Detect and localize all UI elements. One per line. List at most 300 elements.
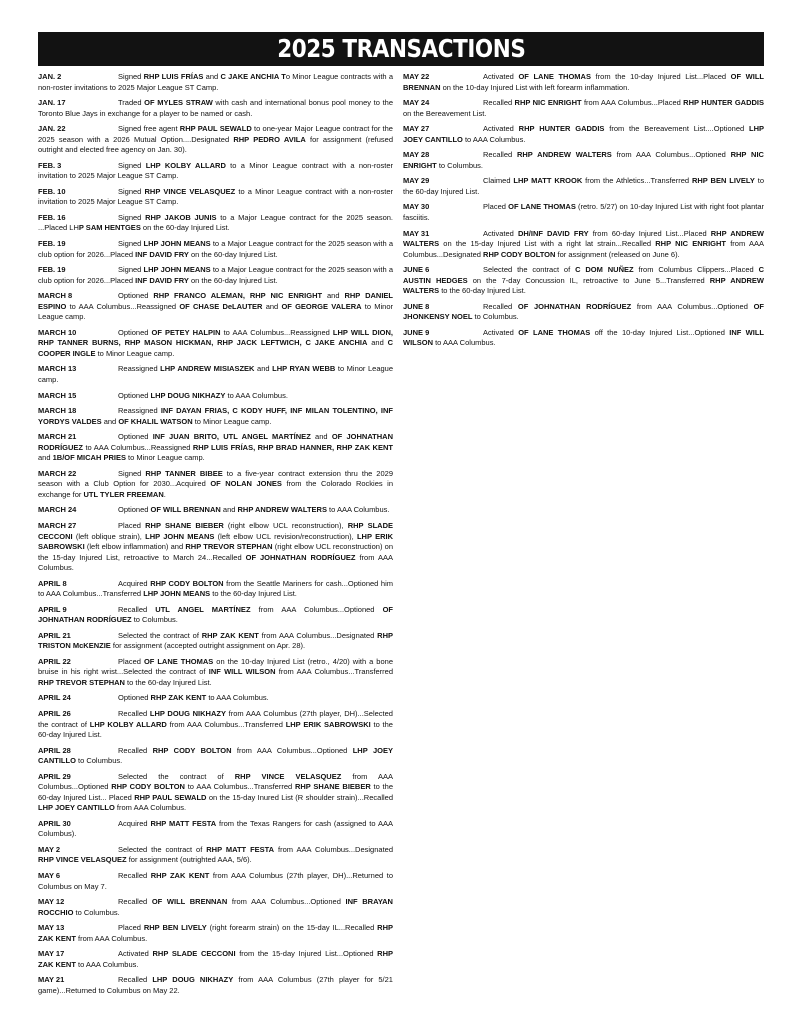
transaction-text-segment: to Columbus. (73, 907, 120, 917)
player-name: RHP CODY BOLTON (111, 782, 185, 792)
transaction-date: MAY 29 (403, 176, 430, 186)
transaction-text-segment: from the Athletics...Transferred (582, 176, 692, 186)
transaction-text-segment: (left elbow inflammation) and (84, 542, 186, 551)
title-banner (38, 32, 764, 66)
transaction-text-segment: Recalled (118, 975, 153, 985)
player-name: RHP ANDREW WALTERS (237, 505, 327, 515)
player-name: LHP JOEY CANTILLO (38, 745, 393, 766)
transaction-text-segment: with cash and international bonus pool money to the Toronto Blue Jays in exchange for a player to be named or cash. (38, 98, 393, 118)
transaction-text-segment: Recalled (118, 745, 153, 755)
transaction-entry (38, 521, 393, 574)
transaction-text-segment: Recalled (118, 604, 156, 614)
player-name: OF WILL BRENNAN (150, 505, 221, 515)
transaction-text-segment: to AAA Columbus...Reassigned (220, 327, 333, 337)
player-name: RHP PAUL SEWALD (179, 124, 252, 134)
player-name: RHP SHANE BIEBER (294, 782, 371, 792)
player-name: LHP MATT KROOK (513, 176, 583, 186)
player-name: OF PETEY HALPIN (151, 327, 221, 337)
transaction-text-segment: from the Seattle Mariners for cash...Optioned him to AAA Columbus...Transferred (38, 578, 394, 599)
transaction-entry (38, 845, 393, 866)
transaction-text-segment: Placed (118, 923, 144, 933)
transaction-entry (38, 265, 393, 286)
transaction-entry (403, 72, 764, 93)
transaction-text-segment: Reassigned (118, 364, 161, 374)
player-name: RHP ZAK KENT (38, 949, 394, 969)
transaction-entry (38, 579, 393, 600)
player-name: RHP ZAK KENT (150, 693, 207, 703)
transaction-text-segment: Acquired (118, 578, 151, 588)
transaction-text-segment: to a Major League contract for the 2025 season with a club option for 2026...Placed (38, 239, 393, 259)
transaction-text-segment: from the Bereavement List....Optioned (604, 124, 749, 134)
player-name: RHP LUIS FRÍAS (143, 72, 204, 81)
transaction-date: MARCH 27 (38, 521, 77, 530)
player-name: INF WILL WILSON (403, 327, 765, 348)
transaction-text-segment: to Columbus. (472, 312, 519, 322)
transaction-text-segment: for assignment (accepted outright assignment on Apr. 28). (110, 641, 306, 651)
transaction-text-segment: from AAA Columbus (27th player, DH)...Returned to Columbus on May 7. (38, 871, 393, 891)
player-name: RHP CODY BOLTON (152, 745, 232, 755)
player-name: OF JOHNATHAN RODRÍGUEZ (517, 301, 632, 311)
player-name: RHP TREVOR STEPHAN (38, 677, 125, 687)
transaction-text-segment: and (203, 72, 221, 81)
player-name: RHP SLADE CECCONI (152, 949, 236, 959)
player-name: RHP VINCE VELASQUEZ (38, 855, 127, 865)
transaction-text-segment: from 60-day Injured List...Placed (588, 228, 711, 238)
player-name: UTL TYLER FREEMAN (83, 489, 164, 499)
transaction-text-segment: to Minor League camp. (38, 364, 394, 384)
transaction-text-segment: (right elbow UCL reconstruction), (223, 521, 348, 530)
transaction-date: FEB. 10 (38, 186, 66, 196)
transaction-text-segment: on the 15-day Injured List with a right lat strain...Recalled (439, 239, 656, 249)
transaction-text-segment: Traded (118, 98, 145, 108)
player-name: DH/INF DAVID FRY (517, 228, 589, 238)
player-name: C DOM NUÑEZ (575, 265, 634, 275)
transaction-text-segment: to Minor League camp. (95, 348, 175, 358)
transaction-text-segment: on the 60-day Injured List. (188, 249, 278, 259)
player-name: OF CHASE DeLAUTER (179, 301, 263, 311)
transaction-entry (38, 291, 393, 323)
transaction-text-segment: Signed (118, 468, 146, 478)
transaction-text-segment: and (38, 453, 53, 463)
transaction-entry (403, 202, 764, 223)
transaction-entry (38, 406, 393, 427)
player-name: RHP NIC ENRIGHT (514, 98, 582, 108)
transaction-entry (38, 505, 393, 516)
transaction-text-segment: to AAA Columbus. (225, 390, 288, 400)
transaction-date: APRIL 30 (38, 818, 71, 828)
player-name: LHP JOEY CANTILLO (403, 124, 764, 144)
player-name: RHP HUNTER GADDIS (683, 98, 764, 108)
transaction-text-segment: from AAA Columbus. (114, 803, 187, 813)
transaction-text-segment: Optioned (118, 390, 151, 400)
transaction-text-segment: on the 10-day Injured List (retro., 4/20) with a bone bruise in his right wrist...Selected the contract of (38, 656, 393, 677)
transaction-entry (38, 469, 393, 501)
player-name: OF JOHNATHAN RODRÍGUEZ (38, 604, 393, 625)
player-name: OF JOHNATHAN RODRÍGUEZ (245, 552, 356, 562)
transaction-text-segment: from AAA Columbus...Designated (274, 844, 393, 854)
transaction-date: MARCH 22 (38, 468, 77, 478)
transaction-date: MAY 13 (38, 923, 65, 933)
transaction-text-segment: Placed (483, 202, 509, 212)
transaction-text-segment: from the Colorado Rockies in exchange for (38, 479, 393, 499)
player-name: RHP SHANE BIEBER (145, 521, 224, 530)
player-name: RHP NIC ENRIGHT (655, 239, 727, 249)
player-name: RHP PAUL SEWALD (134, 792, 207, 802)
player-name: INF JUAN BRITO, UTL ANGEL MARTÍNEZ (152, 432, 311, 442)
transaction-text-segment: Recalled (118, 871, 151, 881)
transaction-text-segment: and (220, 505, 238, 515)
player-name: RHP TRISTON McKENZIE (38, 630, 393, 651)
transaction-entry (38, 364, 393, 385)
transaction-date: JAN. 17 (38, 98, 66, 108)
transaction-text-segment: Selected the contract of (118, 630, 202, 640)
player-name: RHP BEN LIVELY (143, 923, 207, 933)
transaction-text-segment: Placed (118, 656, 144, 666)
transaction-text-segment: and (367, 338, 388, 348)
transaction-text-segment: to AAA Columbus. (462, 134, 526, 144)
transaction-text-segment: off the 10-day Injured List...Optioned (590, 327, 730, 337)
player-name: RHP ZAK KENT (201, 630, 259, 640)
transaction-text-segment: (retro. 5/27) on 10-day Injured List with right foot plantar fasciitis. (403, 202, 764, 222)
transaction-text-segment: to AAA Columbus. (206, 693, 269, 703)
transaction-text-segment: to Columbus. (436, 160, 484, 170)
transaction-text-segment: from AAA Columbus. (38, 552, 393, 572)
transaction-date: JUNE 9 (403, 327, 430, 337)
transaction-text-segment: from AAA Columbus...Optioned (631, 301, 754, 311)
transaction-text-segment: Activated (483, 228, 518, 238)
transaction-entry (403, 302, 764, 323)
transaction-date: JAN. 22 (38, 124, 66, 134)
transaction-text-segment: from AAA Columbus...Optioned (38, 771, 393, 792)
transaction-entry (38, 328, 393, 360)
player-name: OF LANE THOMAS (518, 327, 591, 337)
transaction-text-segment: to the 60-day Injured List. (210, 589, 297, 599)
transaction-date: MAY 28 (403, 150, 430, 160)
transaction-date: MAY 22 (403, 72, 430, 81)
player-name: RHP ANDREW WALTERS (516, 150, 612, 160)
transaction-text-segment: from AAA Columbus...Transferred (166, 719, 286, 729)
transaction-text-segment: Signed (118, 186, 145, 196)
transaction-text-segment: Activated (483, 72, 519, 81)
player-name: RHP TANNER BIBEE (145, 468, 223, 478)
transaction-text-segment: to a Major League contract for the 2025 season with a club option for 2026...Placed (38, 265, 393, 285)
transaction-entry (38, 975, 393, 996)
transaction-text-segment: to AAA Columbus. (326, 505, 390, 515)
transaction-text-segment: from AAA Columbus...Designated (403, 239, 764, 259)
transaction-text-segment: (right forearm strain) on the 15-day IL...Recalled (206, 923, 378, 933)
player-name: LHP JOHN MEANS (143, 265, 211, 275)
player-name: LHP DOUG NIKHAZY (152, 975, 234, 985)
player-name: RHP CODY BOLTON (150, 578, 224, 588)
transaction-text-segment: Optioned (118, 327, 152, 337)
player-name: OF WILL BRENNAN (151, 897, 228, 907)
transaction-entry (38, 432, 393, 464)
player-name: RHP ANDREW WALTERS (403, 228, 764, 249)
player-name: RHP PEDRO AVILA (233, 134, 306, 144)
player-name: 1B/OF MICAH PRIES (52, 453, 126, 463)
player-name: OF MYLES STRAW (144, 98, 213, 108)
transaction-text-segment: and (322, 291, 345, 301)
transaction-text-segment: on the 15-day Inured List (R shoulder strain)...Recalled (206, 792, 393, 802)
transaction-date: MARCH 24 (38, 505, 77, 515)
player-name: RHP JAKOB JUNIS (145, 212, 217, 222)
player-name: RHP MATT FESTA (206, 844, 275, 854)
transaction-text-segment: Recalled (483, 98, 515, 108)
player-name: INF DAVID FRY (135, 249, 189, 259)
transaction-date: APRIL 8 (38, 578, 67, 588)
transaction-text-segment: to Columbus. (75, 756, 123, 766)
transaction-text-segment: Signed (118, 265, 144, 275)
transaction-date: MARCH 18 (38, 406, 77, 416)
transaction-text-segment: from the 10-day Injured List...Placed (590, 72, 731, 81)
transaction-date: MAY 12 (38, 897, 65, 907)
transaction-text-segment: to a Minor League contract with a non-roster invitation to 2025 Major League ST Camp. (38, 160, 394, 181)
transaction-text-segment: from AAA Columbus...Designated (258, 630, 378, 640)
transaction-text-segment: (left oblique strain), (72, 531, 146, 541)
transaction-text-segment: and (254, 364, 273, 374)
transaction-text-segment: from the 15-day Injured List...Optioned (235, 949, 378, 959)
transaction-date: MARCH 21 (38, 432, 77, 442)
player-name: LHP JOHN MEANS (143, 589, 211, 599)
transaction-text-segment: from AAA Columbus...Transferred (275, 667, 394, 677)
player-name: RHP MATT FESTA (150, 818, 217, 828)
transaction-entry (38, 746, 393, 767)
player-name: RHP SLADE CECCONI (38, 521, 393, 541)
player-name: RHP VINCE VELASQUEZ (144, 186, 236, 196)
transaction-date: APRIL 29 (38, 771, 71, 781)
transaction-entry (38, 239, 393, 260)
player-name: RHP BEN LIVELY (691, 176, 755, 186)
transaction-entry (38, 949, 393, 970)
player-name: RHP NIC ENRIGHT (403, 150, 764, 170)
transaction-text-segment: to Minor League camp. (38, 301, 393, 322)
transaction-text-segment: to Columbus. (131, 615, 178, 625)
player-name: LHP JOHN MEANS (143, 239, 211, 249)
transaction-date: FEB. 16 (38, 212, 66, 222)
transaction-entry (403, 124, 764, 145)
transaction-date: APRIL 21 (38, 630, 71, 640)
transaction-text-segment: to AAA Columbus...Transferred (184, 782, 295, 792)
transaction-entry (38, 391, 393, 402)
transaction-text-segment: on the Bereavement List. (403, 108, 487, 118)
transaction-text-segment: for assignment (refused outright and elected free agency on Jan. 30). (38, 134, 393, 155)
transaction-entry (38, 161, 393, 182)
transaction-text-segment: to a five-year contract extension thru the 2029 season with a Club Option for 2030...Acquired (38, 468, 393, 489)
transaction-text-segment: on the 10-day Injured List with left forearm inflammation. (440, 82, 630, 92)
transaction-text-segment: to the 60-day Injured List. (38, 719, 393, 740)
player-name: OF NOLAN JONES (210, 479, 282, 489)
transaction-text-segment: Signed (118, 72, 144, 81)
transaction-text-segment: Selected the contract of (118, 771, 235, 781)
transaction-text-segment: from AAA Columbus...Optioned (250, 604, 383, 614)
player-name: LHP JOHN MEANS (145, 531, 215, 541)
transaction-date: FEB. 19 (38, 265, 66, 275)
transaction-date: MAY 21 (38, 975, 65, 985)
transaction-text-segment: and (101, 416, 119, 426)
transaction-date: JUNE 6 (403, 265, 430, 275)
transaction-text-segment: to Minor League camp. (192, 416, 272, 426)
transaction-text-segment: Activated (483, 124, 519, 134)
player-name: OF JOHNATHAN RODRÍGUEZ (38, 432, 394, 452)
transaction-date: MAY 27 (403, 124, 430, 134)
player-name: LHP KOLBY ALLARD (145, 160, 226, 170)
player-name: RHP ANDREW WALTERS (403, 275, 764, 296)
transaction-text-segment: Placed (118, 521, 146, 530)
transaction-text-segment: to the 60-day Injured List. (124, 677, 212, 687)
transaction-entry (38, 605, 393, 626)
player-name: P SAM HENTGES (78, 223, 141, 233)
page-title: 2025 TRANSACTIONS (276, 34, 526, 63)
transaction-text-segment: Acquired (118, 818, 151, 828)
transaction-text-segment: Signed (118, 212, 146, 222)
transaction-text-segment: Selected the contract of (118, 844, 207, 854)
transaction-text-segment: for assignment (released on June 6). (555, 249, 680, 259)
transaction-entry (38, 923, 393, 944)
transaction-text-segment: Signed (118, 160, 146, 170)
player-name: OF LANE THOMAS (143, 656, 214, 666)
transaction-date: MARCH 15 (38, 390, 77, 400)
player-name: C AUSTIN HEDGES (403, 265, 764, 285)
transaction-text-segment: (right elbow UCL reconstruction) on the 15-day Injured List, retroactive to March 24...Recalled (38, 542, 393, 562)
transaction-date: MAY 24 (403, 98, 430, 108)
transaction-text-segment: Optioned (118, 693, 151, 703)
transaction-date: MAY 31 (403, 228, 430, 238)
transactions-column-right (403, 72, 764, 354)
transaction-entry (38, 98, 393, 119)
transaction-entry (403, 265, 764, 297)
transaction-text-segment: from AAA Columbus. (75, 933, 148, 943)
transaction-entry (403, 98, 764, 119)
transaction-text-segment: Optioned (118, 432, 153, 442)
transaction-date: APRIL 22 (38, 656, 71, 666)
transaction-date: MARCH 13 (38, 364, 77, 374)
transaction-text-segment: (left elbow UCL revision/reconstruction), (214, 531, 357, 541)
transaction-entry (38, 871, 393, 892)
transaction-text-segment: from AAA Columbus...Optioned (611, 150, 731, 160)
transaction-entry (403, 328, 764, 349)
transaction-text-segment: Optioned (118, 505, 151, 515)
transaction-text-segment: from AAA Columbus...Placed (581, 98, 684, 108)
transaction-date: APRIL 28 (38, 745, 71, 755)
player-name: RHP DANIEL ESPINO (38, 291, 393, 311)
transaction-text-segment: on the 60-day Injured List. (188, 275, 278, 285)
transaction-text-segment: on the 7-day Concussion IL, retroactive to June 5...Transferred (467, 275, 710, 285)
player-name: RHP HUNTER GADDIS (518, 124, 605, 134)
player-name: UTL ANGEL MARTÍNEZ (155, 604, 251, 614)
transaction-text-segment: from AAA Columbus...Optioned (227, 897, 346, 907)
player-name: C COOPER INGLE (38, 338, 393, 358)
player-name: LHP ERIK SABROWSKI (285, 719, 371, 729)
transaction-entry (38, 187, 393, 208)
transaction-date: JAN. 2 (38, 72, 62, 81)
transaction-text-segment: Signed (118, 239, 144, 249)
player-name: LHP WILL DION, RHP TANNER BURNS, RHP MASON HICKMAN, RHP JACK LEFTWICH, C JAKE ANCHIA (38, 327, 393, 348)
transaction-text-segment: for assignment (outrighted AAA, 5/6). (126, 855, 252, 865)
transaction-text-segment: from AAA Columbus (27th player, DH)...Selected the contract of (38, 709, 393, 729)
transaction-text-segment: Activated (483, 327, 519, 337)
transaction-text-segment: Signed free agent (118, 124, 180, 134)
transaction-text-segment: to one-year Major League contract for the 2025 season with a 2026 Mutual Option....Designated (38, 124, 393, 144)
transaction-text-segment: to a Major League contract for the 2025 season. ...Placed LH (38, 212, 394, 233)
transaction-text-segment: o Minor League contracts with a non-roster invitations to 2025 Major League ST Camp. (38, 72, 393, 92)
transaction-text-segment: Recalled (483, 150, 517, 160)
transaction-text-segment: and (262, 301, 282, 311)
transaction-date: MAY 30 (403, 202, 430, 212)
player-name: OF WILL BRENNAN (403, 72, 765, 92)
transaction-entry (38, 772, 393, 814)
transaction-entry (38, 631, 393, 652)
transaction-date: MARCH 8 (38, 291, 73, 301)
transaction-text-segment: to the 60-day Injured List... Placed (38, 782, 393, 802)
transaction-entry (38, 897, 393, 918)
player-name: RHP VINCE VELASQUEZ (234, 771, 342, 781)
player-name: LHP DOUG NIKHAZY (149, 709, 226, 719)
transaction-entry (38, 213, 393, 234)
player-name: LHP KOLBY ALLARD (89, 719, 167, 729)
transaction-text-segment: . (163, 489, 166, 499)
transaction-text-segment: from AAA Columbus (27th player for 5/21 game)...Returned to Columbus on May 22. (38, 975, 393, 995)
transaction-text-segment: to AAA Columbus. (75, 959, 139, 969)
player-name: INF DAVID FRY (135, 275, 189, 285)
player-name: RHP ZAK KENT (150, 871, 210, 881)
transaction-text-segment: to a Minor League contract with a non-roster invitation to 2025 Major League ST Camp. (38, 186, 393, 207)
transaction-date: FEB. 3 (38, 160, 62, 170)
player-name: OF LANE THOMAS (508, 202, 576, 212)
transaction-text-segment: to AAA Columbus...Reassigned (83, 442, 193, 452)
transaction-date: MAY 2 (38, 844, 61, 854)
player-name: INF WILL WILSON (208, 667, 276, 677)
transaction-text-segment: Selected the contract of (483, 265, 576, 275)
player-name: C JAKE ANCHIA T (220, 72, 286, 81)
transaction-date: MAY 6 (38, 871, 61, 881)
transaction-text-segment: Reassigned (118, 406, 161, 416)
transaction-entry (38, 819, 393, 840)
player-name: RHP CODY BOLTON (483, 249, 556, 259)
transaction-entry (38, 657, 393, 689)
player-name: LHP DOUG NIKHAZY (150, 390, 226, 400)
transaction-text-segment: to Minor League camp. (125, 453, 205, 463)
transaction-text-segment: Recalled (483, 301, 518, 311)
player-name: INF DAYAN FRIAS, C KODY HUFF, INF MILAN TOLENTINO, INF YORDYS VALDES (38, 406, 394, 426)
transaction-text-segment: Claimed (483, 176, 514, 186)
player-name: OF GEORGE VALERA (281, 301, 362, 311)
transaction-entry (403, 150, 764, 171)
player-name: OF LANE THOMAS (518, 72, 591, 81)
transaction-text-segment: from Columbus Clippers...Placed (633, 265, 759, 275)
transaction-date: MAY 17 (38, 949, 65, 959)
player-name: RHP FRANCO ALEMAN, RHP NIC ENRIGHT (153, 291, 323, 301)
player-name: RHP LUIS FRÍAS, RHP BRAD HANNER, RHP ZAK KENT (192, 442, 393, 452)
transaction-text-segment: Optioned (118, 291, 154, 301)
transaction-text (118, 693, 269, 702)
player-name: OF JHONKENSY NOEL (403, 301, 764, 322)
transaction-text-segment: Recalled (118, 897, 152, 907)
transaction-text-segment: to AAA Columbus. (433, 338, 496, 348)
transaction-text (118, 391, 288, 400)
player-name: LHP ANDREW MISIASZEK (160, 364, 255, 374)
transaction-text-segment: to AAA Columbus...Reassigned (66, 301, 180, 311)
transaction-text-segment: to the 60-day Injured List. (403, 176, 764, 196)
transaction-date: APRIL 24 (38, 693, 71, 703)
transaction-entry (38, 72, 393, 93)
transaction-text-segment: to the 60-day Injured List. (439, 286, 526, 296)
player-name: LHP JOEY CANTILLO (38, 803, 115, 813)
transaction-text-segment: from the Texas Rangers for cash (assigned to AAA Columbus). (38, 818, 393, 839)
player-name: RHP ZAK KENT (38, 923, 393, 943)
transaction-entry (38, 124, 393, 156)
player-name: RHP TREVOR STEPHAN (185, 542, 273, 551)
transaction-date: FEB. 19 (38, 239, 66, 249)
